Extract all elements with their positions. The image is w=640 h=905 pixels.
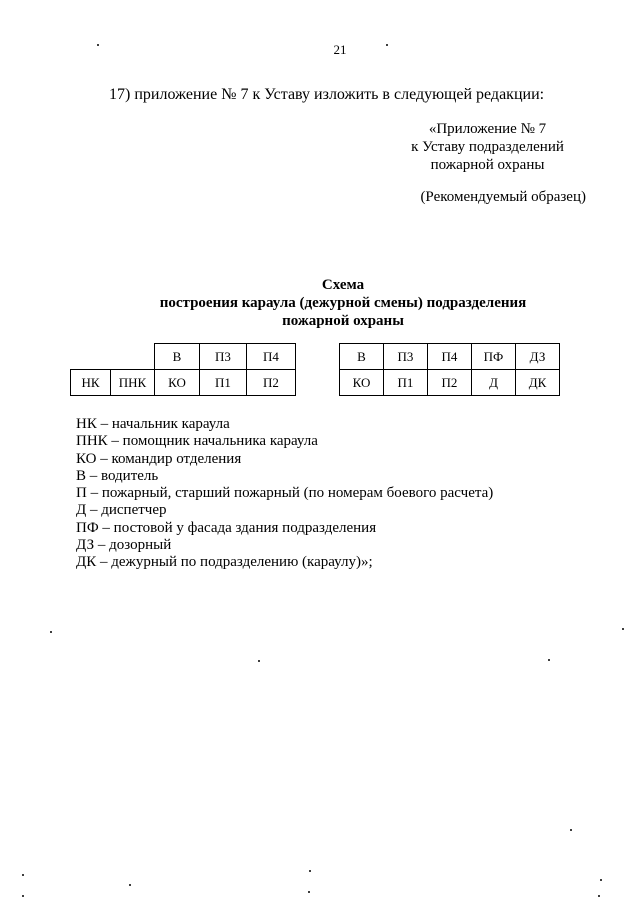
legend-item: Д – диспетчер xyxy=(76,502,167,519)
guard-scheme-right-grid xyxy=(339,343,560,396)
scan-speck xyxy=(309,870,311,872)
scheme-title-line: построения караула (дежурной смены) подразделения xyxy=(159,295,527,311)
appendix-header-line: «Приложение № 7 xyxy=(428,121,547,137)
scheme-title-line: пожарной охраны xyxy=(282,313,404,329)
scan-speck xyxy=(570,829,572,831)
scan-speck xyxy=(22,895,24,897)
scan-speck xyxy=(50,631,52,633)
scan-speck xyxy=(308,891,310,893)
appendix-header-line: к Уставу подразделений xyxy=(411,139,564,155)
legend-item: ПФ – постовой у фасада здания подразделения xyxy=(76,519,377,536)
scan-speck xyxy=(600,879,602,881)
grid-cell-empty xyxy=(71,344,111,370)
scan-speck xyxy=(548,659,550,661)
grid-cell: П2 xyxy=(247,370,296,396)
appendix-header xyxy=(400,120,575,174)
scan-speck xyxy=(598,895,600,897)
legend-item: В – водитель xyxy=(76,467,159,484)
grid-cell: П4 xyxy=(428,344,472,370)
grid-cell: ПНК xyxy=(111,370,155,396)
sample-note: (Рекомендуемый образец) xyxy=(420,189,586,205)
grid-cell: Д xyxy=(472,370,516,396)
grid-cell: П1 xyxy=(200,370,247,396)
grid-cell: НК xyxy=(71,370,111,396)
amendment-intro: 17) приложение № 7 к Уставу изложить в следующей редакции: xyxy=(109,86,545,103)
legend-item: КО – командир отделения xyxy=(76,450,242,467)
appendix-header-line: пожарной охраны xyxy=(430,157,545,173)
scan-speck xyxy=(258,660,260,662)
legend-item: ДК – дежурный по подразделению (караулу)»; xyxy=(76,554,373,571)
scan-speck xyxy=(129,884,131,886)
grid-cell: ДЗ xyxy=(516,344,560,370)
grid-cell-empty xyxy=(111,344,155,370)
grid-cell: П1 xyxy=(384,370,428,396)
legend-item: ПНК – помощник начальника караула xyxy=(76,433,318,450)
guard-scheme-left-grid xyxy=(70,343,296,396)
grid-cell: В xyxy=(155,344,200,370)
grid-cell: П3 xyxy=(384,344,428,370)
grid-row xyxy=(71,370,296,396)
grid-cell: КО xyxy=(340,370,384,396)
scan-speck xyxy=(386,44,388,46)
grid-cell: ПФ xyxy=(472,344,516,370)
grid-cell: ДК xyxy=(516,370,560,396)
grid-cell: П2 xyxy=(428,370,472,396)
scan-speck xyxy=(97,44,99,46)
page-number: 21 xyxy=(333,42,347,57)
legend-item: ДЗ – дозорный xyxy=(76,537,172,554)
legend-item: П – пожарный, старший пожарный (по номерам боевого расчета) xyxy=(76,485,494,502)
grid-cell: В xyxy=(340,344,384,370)
scan-speck xyxy=(622,628,624,630)
grid-row xyxy=(340,344,560,370)
grid-row xyxy=(71,344,296,370)
grid-row xyxy=(340,370,560,396)
abbreviation-legend xyxy=(76,416,493,572)
grid-cell: П3 xyxy=(200,344,247,370)
grid-cell: КО xyxy=(155,370,200,396)
grid-cell: П4 xyxy=(247,344,296,370)
scheme-title-line: Схема xyxy=(321,277,365,293)
legend-item: НК – начальник караула xyxy=(76,416,230,432)
scan-speck xyxy=(22,874,24,876)
scheme-title xyxy=(0,276,640,330)
